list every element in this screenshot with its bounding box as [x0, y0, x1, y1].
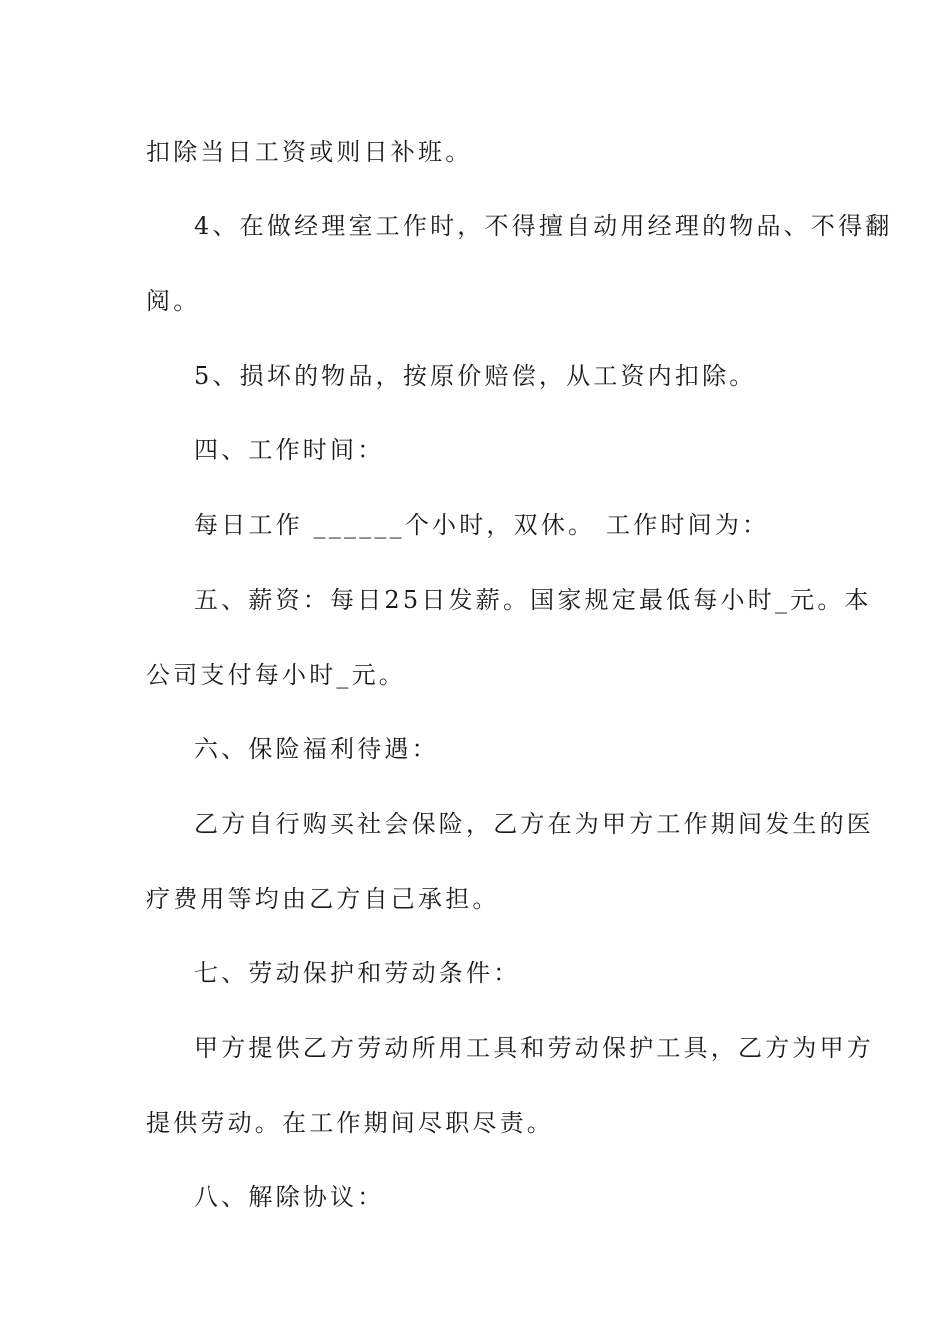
- paragraph-continuation-deduction: 扣除当日工资或则日补班。: [146, 138, 473, 166]
- insurance-line-1: 乙方自行购买社会保险，乙方在为甲方工作期间发生的医: [194, 810, 874, 838]
- salary-line-1: 五、薪资：每日25日发薪。国家规定最低每小时_元。本: [194, 586, 872, 614]
- clause-5: 5、损坏的物品，按原价赔偿，从工资内扣除。: [194, 362, 757, 390]
- section-heading-labor-protection: 七、劳动保护和劳动条件：: [194, 959, 521, 987]
- salary-line-2: 公司支付每小时_元。: [146, 661, 406, 689]
- clause-4-line-2: 阅。: [146, 287, 201, 315]
- work-hours-text: 每日工作 ______个小时，双休。 工作时间为：: [194, 511, 770, 539]
- labor-protection-line-2: 提供劳动。在工作期间尽职尽责。: [146, 1109, 554, 1137]
- clause-4-line-1: 4、在做经理室工作时，不得擅自动用经理的物品、不得翻: [194, 212, 893, 240]
- insurance-line-2: 疗费用等均由乙方自己承担。: [146, 885, 500, 913]
- section-heading-insurance: 六、保险福利待遇：: [194, 735, 439, 763]
- labor-protection-line-1: 甲方提供乙方劳动所用工具和劳动保护工具，乙方为甲方: [194, 1034, 874, 1062]
- section-heading-termination: 八、解除协议：: [194, 1183, 385, 1211]
- section-heading-work-hours: 四、工作时间：: [194, 436, 385, 464]
